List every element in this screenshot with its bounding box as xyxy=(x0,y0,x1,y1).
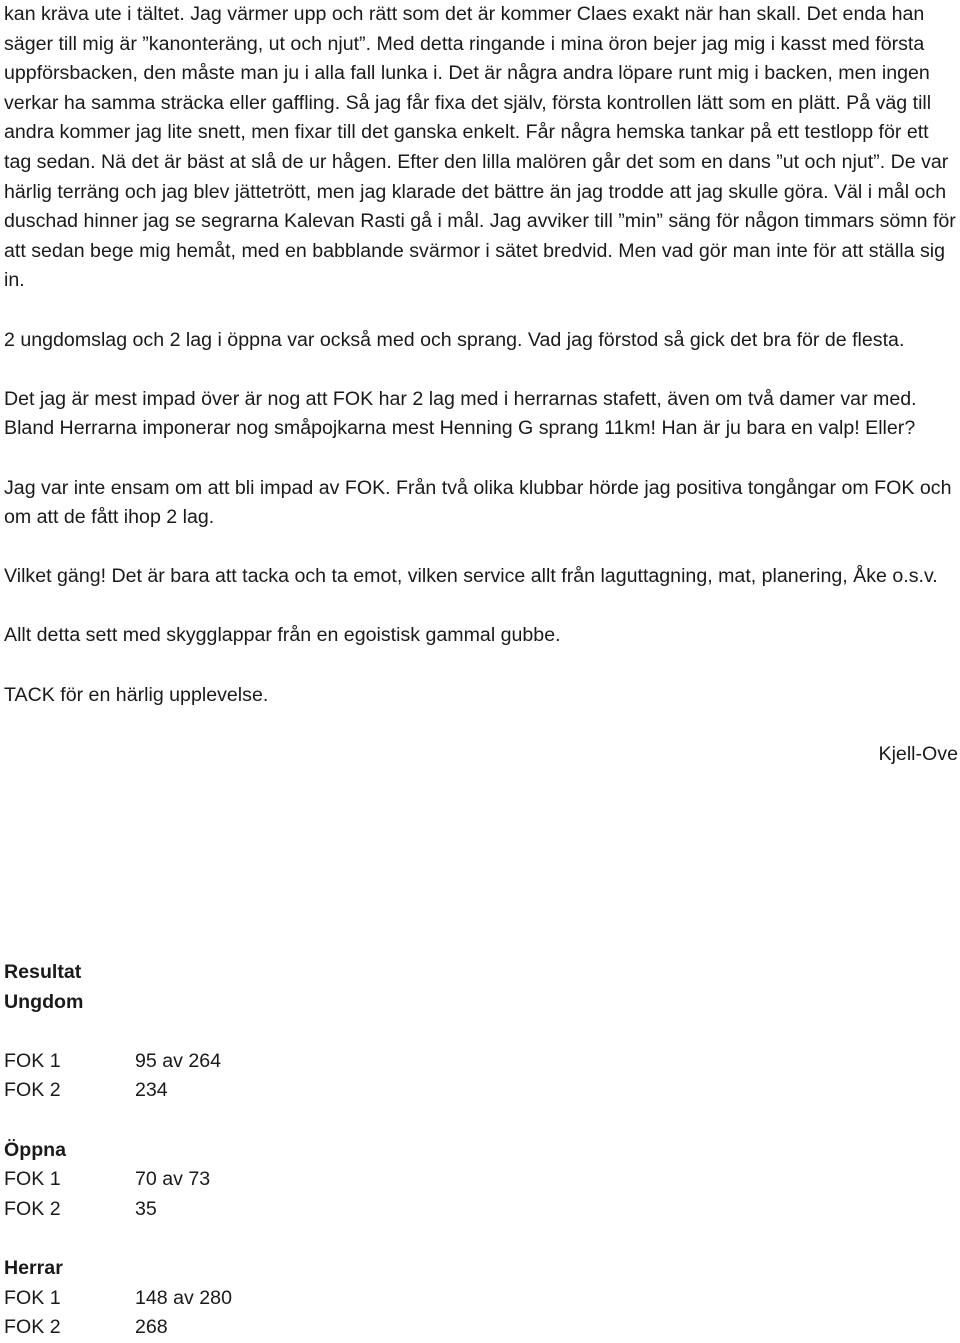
group-gap xyxy=(4,1017,604,1047)
team-name: FOK 1 xyxy=(4,1168,61,1191)
group-gap xyxy=(4,1106,604,1136)
table-row xyxy=(4,1076,604,1106)
team-name: FOK 1 xyxy=(4,1286,61,1309)
table-row xyxy=(4,1195,604,1225)
paragraph-race-story: kan kräva ute i tältet. Jag värmer upp och rätt som det är kommer Claes exakt när han skall. Det enda han säger till mig är ”kanonteräng, ut och njut”. Med detta ringande i mina öron bejer jag mig i kasst med första uppförsbacken, den måste man ju i alla fall lunka i. Det är några andra löpare runt mig i backen, men ingen verkar ha samma sträcka eller gaffling. Så jag får fixa det själv, första kontrollen lätt som en plätt. På väg till andra kommer jag lite snett, men fixar till det ganska enkelt. Får några hemska tankar på ett testlopp för ett tag sedan. Nä det är bäst at slå de ur hågen. Efter den lilla malören går det som en dans ”ut och njut”. De var härlig terräng och jag blev jättetrött, men jag klarade det bättre än jag trodde att jag skulle göra. Väl i mål och duschad hinner jag se segrarna Kalevan Rasti gå i mål. Jag avviker till ”min” säng för någon timmars sömn för att sedan bege mig hemåt, med en babblande svärmor i sätet bredvid. Men vad gör man inte för att ställa sig in. xyxy=(4,3,956,292)
paragraph-gap xyxy=(4,651,958,681)
article-body xyxy=(4,0,958,769)
team-name: FOK 1 xyxy=(4,1049,61,1072)
team-name: FOK 2 xyxy=(4,1197,61,1220)
table-row xyxy=(4,1284,604,1314)
group-title-oppna: Öppna xyxy=(4,1138,67,1161)
paragraph-thanks-service: Vilket gäng! Det är bara att tacka och ta emot, vilken service allt från laguttagning, mat, planering, Åke o.s.v. xyxy=(4,565,938,588)
signature: Kjell-Ove xyxy=(878,742,958,765)
team-result: 95 av 264 xyxy=(135,1049,222,1072)
group-title-herrar: Herrar xyxy=(4,1256,63,1279)
table-row xyxy=(4,1165,604,1195)
table-row xyxy=(4,1313,604,1343)
paragraph-gap xyxy=(4,355,958,385)
group-title-ungdom: Ungdom xyxy=(4,990,84,1013)
group-gap xyxy=(4,1224,604,1254)
team-result: 234 xyxy=(135,1079,168,1102)
paragraph-youth-open-teams: 2 ungdomslag och 2 lag i öppna var också med och sprang. Vad jag förstod så gick det bra för de flesta. xyxy=(4,328,905,351)
team-name: FOK 2 xyxy=(4,1079,61,1102)
team-name: FOK 2 xyxy=(4,1316,61,1339)
paragraph-gap xyxy=(4,710,958,740)
paragraph-other-clubs: Jag var inte ensam om att bli impad av FOK. Från två olika klubbar hörde jag positiva tongångar om FOK och om att de fått ihop 2 lag. xyxy=(4,476,952,529)
paragraph-tack: TACK för en härlig upplevelse. xyxy=(4,683,269,706)
results-section xyxy=(4,958,604,1343)
team-result: 148 av 280 xyxy=(135,1286,232,1309)
paragraph-gap xyxy=(4,444,958,474)
paragraph-gap xyxy=(4,296,958,326)
results-heading: Resultat xyxy=(4,961,82,983)
paragraph-egoist: Allt detta sett med skygglappar från en egoistisk gammal gubbe. xyxy=(4,624,561,647)
paragraph-gap xyxy=(4,592,958,622)
paragraph-fok-impressed: Det jag är mest impad över är nog att FOK har 2 lag med i herrarnas stafett, även om två damer var med. Bland Herrarna imponerar nog småpojkarna mest Henning G sprang 11km! Han är ju bara en valp! Eller? xyxy=(4,387,917,440)
team-result: 268 xyxy=(135,1316,168,1339)
table-row xyxy=(4,1047,604,1077)
team-result: 70 av 73 xyxy=(135,1168,211,1191)
team-result: 35 xyxy=(135,1197,157,1220)
paragraph-gap xyxy=(4,533,958,563)
